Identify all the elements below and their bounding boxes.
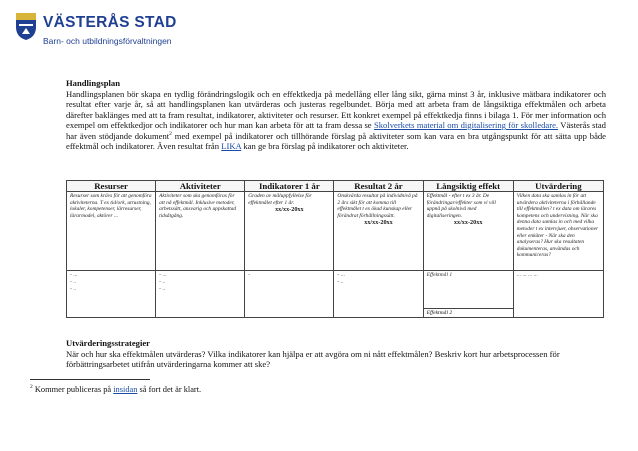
footnote-ref: 2 [169, 130, 172, 137]
table-cell[interactable]: ... ... ... ... [513, 271, 603, 318]
date-value: xx/xx-20xx [453, 219, 483, 227]
table-cell[interactable] [67, 192, 156, 271]
paragraph-text: med exempel på indikatorer och tillhörande förslag på aktiviteter som kan vara en bra utgångspunkt för att sätta upp både effektmål och indikatorer. Även resultat från [66, 130, 606, 151]
col-header-aktiviteter: Aktiviteter [156, 181, 245, 192]
paragraph-text: Handlingsplanen bör skapa en tydlig förändringslogik och en effektkedja på medellång eller lång sikt, gärna minst 3 år, inklusive mätbara indikatorer och resultat efter varje år, så att handlingsplanen kan utvärderas och justeras regelbundet. Börja med att arbeta fram de långsiktiga effektmålen och arbeta därefter baklänges med att ta fram resultat, indikatorer, aktiviteter och resurser. Ett konkret exempel på effektkedja finns i bilaga 1. För mer information och exempel om effektkedjor och indikatorer och hur man kan arbeta för att ta fram dessa se [66, 88, 606, 130]
cell-description: Resurser som krävs för att genomföra aktiviteterna. T ex tid/ork, utrustning, lokaler, kompetenser, lärresurser, lärarmodel, aktörer ... [70, 193, 152, 219]
footnote-divider [30, 379, 150, 380]
skolverket-link[interactable]: Skolverkets material om digitalisering för skolledare. [373, 120, 559, 130]
logo [14, 11, 214, 55]
body-paragraph: När och hur ska effektmålen utvärderas? Vilka indikatorer kan hjälpa er att avgöra om ni nått effektmålen? Beskriv kort hur arbetsprocessen för förbättringsarbetet utifrån utvärderingarna kommer att ske? [66, 348, 560, 369]
handlingsplan-section [66, 78, 606, 152]
paragraph-text: kan ge bra förslag på indikatorer och aktiviteter. [241, 141, 409, 151]
table-cell[interactable]: Effektmål 2 [423, 309, 513, 318]
table-row [67, 192, 604, 271]
footnote-number: 2 [30, 384, 33, 391]
cell-description: Vilken data ska samlas in för att utvärdera aktiviteterna i förhållande till effektmålen? t ex data om lärares kompetens och undervisning. När ska denna data samlas in och med vilka metoder t ex intervjuer, observationer eller enkäter - När ska den analyseras? Hur ska resultaten dokumenteras, användas och kommuniceras? [516, 193, 599, 259]
table-cell[interactable] [334, 192, 423, 271]
org-name: VÄSTERÅS STAD [43, 14, 177, 31]
footnote-text: så fort det är klart. [137, 385, 202, 394]
paragraph-text: Västerås stad har även stödjande dokument [66, 120, 606, 141]
footnote-text: Kommer publiceras på [32, 385, 114, 394]
body-paragraph [66, 89, 606, 152]
department-name: Barn- och utbildningsförvaltningen [43, 36, 172, 46]
cell-description: Önskvärda resultat på individnivå på 2 års sikt för att komma till effektmålet t ex ökad kunskap eller förändrat förhållningssätt. [337, 193, 418, 219]
col-header-effekt: Långsiktig effekt [423, 181, 513, 192]
table-cell[interactable]: - ... - .. [334, 271, 423, 318]
cell-description: Graden av måluppfyllelse för effektmålet efter 1 år. [248, 193, 312, 206]
cell-description: Effektmål - efter t ex 3 år. De förändringar/effekter som vi vill uppnå på skolnivå med digitaliseringen. [426, 193, 496, 219]
effect-chain-table [66, 180, 604, 318]
date-value: xx/xx-20xx [364, 219, 393, 227]
table-cell[interactable] [245, 192, 334, 271]
col-header-utvardering: Utvärdering [513, 181, 603, 192]
table-cell[interactable]: - ... - .. - .. [67, 271, 156, 318]
table-cell[interactable]: - ... - .. - .. [156, 271, 245, 318]
col-header-resurser: Resurser [67, 181, 156, 192]
lika-link[interactable]: LIKA [221, 141, 242, 151]
col-header-indikatorer: Indikatorer 1 år [245, 181, 334, 192]
table-cell[interactable]: Effektmål 1 [423, 271, 513, 309]
table-cell[interactable] [156, 192, 245, 271]
section-heading: Handlingsplan [66, 78, 120, 88]
date-value: xx/xx-20xx [275, 206, 304, 214]
cell-description: Aktiviteter som ska genomföras för att nå effektmål. Inklusive metoder, arbetssätt, ansvarig och uppskattad tidsåtgång. [159, 193, 237, 219]
section-heading: Utvärderingsstrategier [66, 338, 150, 348]
table-cell[interactable]: - [245, 271, 334, 318]
col-header-resultat: Resultat 2 år [334, 181, 423, 192]
table-cell[interactable] [513, 192, 603, 271]
footnote [30, 385, 201, 394]
insidan-link[interactable]: insidan [113, 385, 138, 394]
table-row [67, 271, 604, 309]
city-crest-icon [14, 11, 38, 41]
table-header-row [67, 181, 604, 192]
table-cell[interactable] [423, 192, 513, 271]
utvardering-section [66, 338, 606, 370]
